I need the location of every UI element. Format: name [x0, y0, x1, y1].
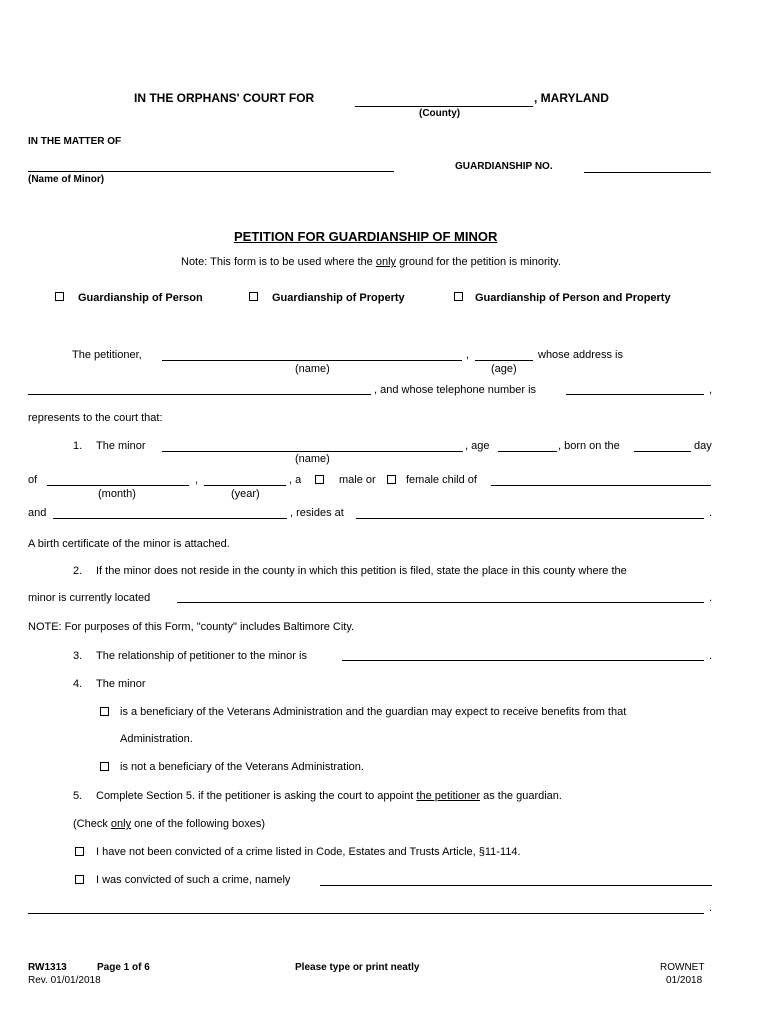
a-label: , a [289, 474, 302, 486]
rownet-label: ROWNET [660, 962, 705, 973]
guardianship-both-checkbox[interactable] [454, 292, 463, 301]
state-label: , MARYLAND [534, 91, 609, 105]
print-instruction: Please type or print neatly [295, 962, 420, 973]
minor-full-name-field[interactable] [162, 451, 463, 452]
telephone-comma: , [709, 384, 713, 396]
crime-description-field-2[interactable] [28, 913, 704, 914]
item4-number: 4. [73, 678, 83, 690]
rownet-date: 01/2018 [666, 975, 703, 986]
petitioner-name-caption: (name) [295, 363, 330, 375]
represents-label: represents to the court that: [28, 412, 163, 424]
parent-two-field[interactable] [53, 518, 287, 519]
resides-at-label: , resides at [290, 507, 344, 519]
item5-number: 5. [73, 790, 83, 802]
petitioner-telephone-field[interactable] [566, 394, 704, 395]
item2-number: 2. [73, 565, 83, 577]
female-checkbox[interactable] [387, 475, 396, 484]
relationship-period: . [709, 650, 713, 662]
currently-located-label: minor is currently located [28, 592, 151, 604]
birth-day-field[interactable] [634, 451, 691, 452]
current-location-field[interactable] [177, 602, 704, 603]
male-label: male or [339, 474, 376, 486]
telephone-label: , and whose telephone number is [374, 384, 537, 396]
form-note: Note: This form is to be used where the only ground for the petition is minority. [181, 256, 561, 268]
court-heading: IN THE ORPHANS' COURT FOR [134, 91, 315, 105]
crime-description-field[interactable] [320, 885, 712, 886]
county-field[interactable] [355, 106, 533, 107]
parent-one-field[interactable] [491, 485, 711, 486]
guardianship-no-label: GUARDIANSHIP NO. [455, 161, 553, 172]
convicted-checkbox[interactable] [75, 875, 84, 884]
form-number: RW1313 [28, 962, 67, 973]
birth-year-field[interactable] [204, 485, 286, 486]
not-va-beneficiary-label: is not a beneficiary of the Veterans Administration. [120, 761, 364, 773]
minor-age-label: , age [465, 440, 490, 452]
county-note: NOTE: For purposes of this Form, "county" includes Baltimore City. [28, 621, 355, 633]
guardianship-property-checkbox[interactable] [249, 292, 258, 301]
male-checkbox[interactable] [315, 475, 324, 484]
county-label: (County) [419, 108, 461, 119]
guardianship-person-checkbox[interactable] [55, 292, 64, 301]
minor-age-field[interactable] [498, 451, 557, 452]
form-title: PETITION FOR GUARDIANSHIP OF MINOR [234, 229, 498, 244]
petitioner-age-field[interactable] [475, 360, 533, 361]
petitioner-address-field[interactable] [28, 394, 371, 395]
petitioner-age-caption: (age) [491, 363, 517, 375]
minor-name-caption: (name) [295, 453, 330, 465]
va-beneficiary-label: is a beneficiary of the Veterans Administration and the guardian may expect to receive benefits from that [120, 706, 627, 718]
item4-text: The minor [96, 678, 146, 690]
item2-text: If the minor does not reside in the county in which this petition is filed, state the place in this county where the [96, 565, 627, 577]
name-of-minor-label: (Name of Minor) [28, 174, 105, 185]
petitioner-label: The petitioner, [72, 349, 142, 361]
female-label: female child of [406, 474, 477, 486]
item3-number: 3. [73, 650, 83, 662]
guardianship-no-field[interactable] [584, 172, 711, 173]
convicted-label: I was convicted of such a crime, namely [96, 874, 291, 886]
minor-residence-field[interactable] [356, 518, 704, 519]
va-beneficiary-label-cont: Administration. [120, 733, 193, 745]
of-label: of [28, 474, 38, 486]
matter-of-label: IN THE MATTER OF [28, 136, 122, 147]
guardianship-both-label: Guardianship of Person and Property [475, 292, 671, 304]
revision-date: Rev. 01/01/2018 [28, 975, 101, 986]
item3-text: The relationship of petitioner to the minor is [96, 650, 307, 662]
minor-name-field[interactable] [28, 171, 394, 172]
page-indicator: Page 1 of 6 [97, 962, 150, 973]
item1-minor-label: The minor [96, 440, 146, 452]
check-only-one-note: (Check only one of the following boxes) [73, 818, 266, 830]
and-label: and [28, 507, 47, 519]
guardianship-person-label: Guardianship of Person [78, 292, 203, 304]
not-convicted-checkbox[interactable] [75, 847, 84, 856]
item5-text: Complete Section 5. if the petitioner is asking the court to appoint the petitioner as the guardian. [96, 790, 562, 802]
guardianship-property-label: Guardianship of Property [272, 292, 405, 304]
not-convicted-label: I have not been convicted of a crime listed in Code, Estates and Trusts Article, §11-114. [96, 846, 521, 858]
crime-period: . [709, 902, 713, 914]
month-caption: (month) [98, 488, 136, 500]
day-label: day [694, 440, 712, 452]
month-comma: , [195, 474, 199, 486]
born-on-label: , born on the [558, 440, 620, 452]
location-period: . [709, 592, 713, 604]
va-beneficiary-checkbox[interactable] [100, 707, 109, 716]
whose-address-label: whose address is [538, 349, 623, 361]
year-caption: (year) [231, 488, 260, 500]
petitioner-comma: , [466, 349, 470, 361]
birth-certificate-note: A birth certificate of the minor is attached. [28, 538, 230, 550]
relationship-field[interactable] [342, 660, 704, 661]
resides-period: . [709, 507, 713, 519]
not-va-beneficiary-checkbox[interactable] [100, 762, 109, 771]
item1-number: 1. [73, 440, 83, 452]
birth-month-field[interactable] [47, 485, 189, 486]
petitioner-name-field[interactable] [162, 360, 462, 361]
